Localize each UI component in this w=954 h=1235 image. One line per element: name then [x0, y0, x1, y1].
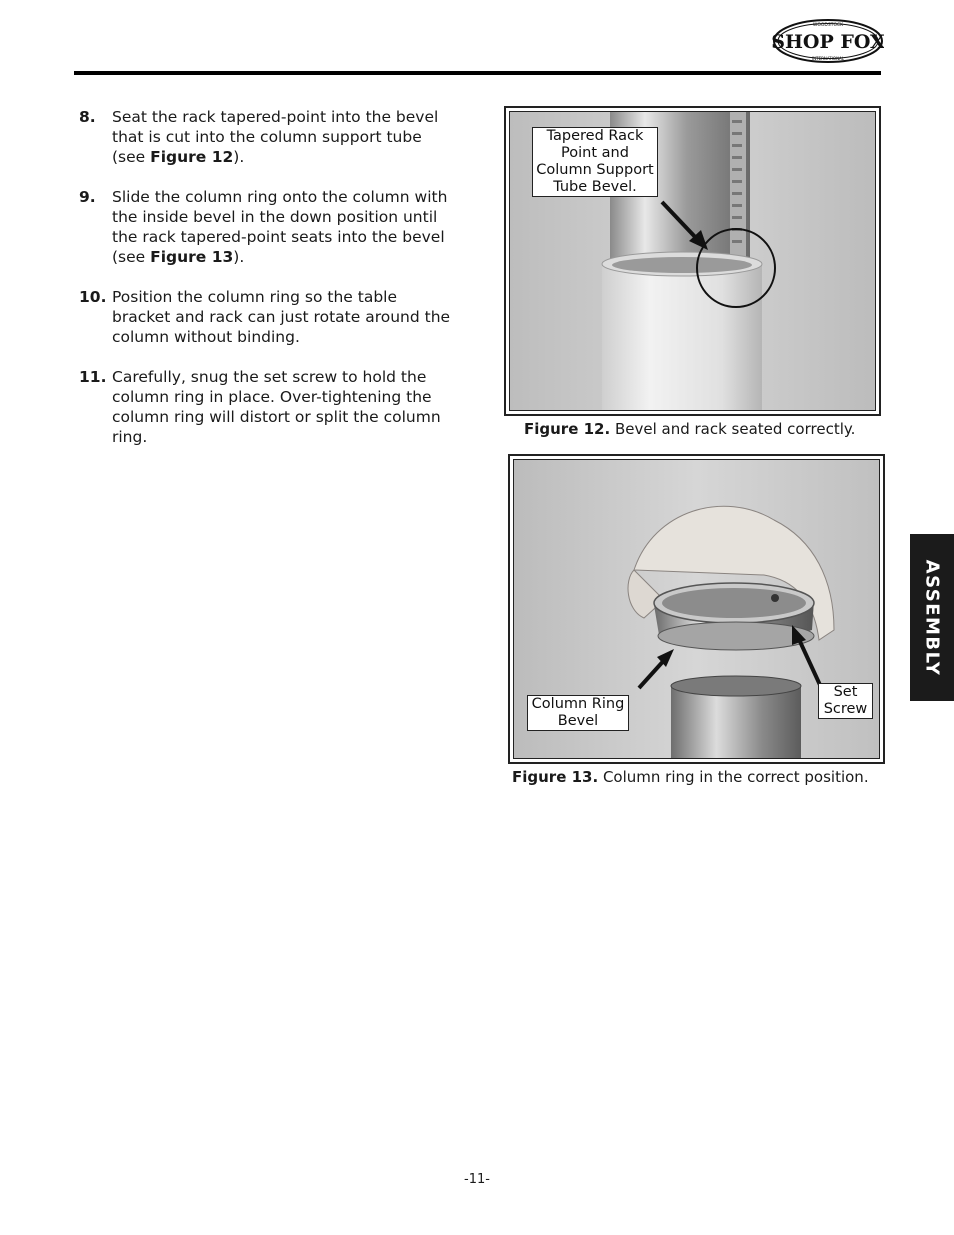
- step-number: 9.: [79, 188, 96, 206]
- section-tab-label: ASSEMBLY: [921, 559, 943, 676]
- page-number: -11-: [464, 1172, 490, 1187]
- figure-12-callout: Tapered Rack Point and Column Support Tube Bevel.: [532, 127, 658, 197]
- figure-reference: Figure 12: [150, 148, 234, 166]
- figure-12-caption: [524, 420, 855, 438]
- step-text: Seat the rack tapered-point into the bevel that is cut into the column support tube (see: [112, 108, 439, 166]
- step-number: 8.: [79, 108, 96, 126]
- figure-reference: Figure 13: [150, 248, 234, 266]
- step-number: 10.: [79, 288, 107, 306]
- figure-13-callout-column-ring-bevel: Column Ring Bevel: [527, 695, 629, 731]
- figure-13-caption: [512, 768, 869, 786]
- figure-13-callout-set-screw: Set Screw: [818, 683, 873, 719]
- figure-13: [508, 454, 885, 764]
- section-tab-assembly: [910, 534, 954, 701]
- step-text: Position the column ring so the table bracket and rack can just rotate around the column without binding.: [112, 288, 451, 346]
- step-8: 8. Seat the rack tapered-point into the bevel that is cut into the column support tube (see Figure 12).: [79, 108, 439, 166]
- caption-text: Bevel and rack seated correctly.: [610, 420, 856, 438]
- step-number: 11.: [79, 368, 107, 386]
- step-9: 9. Slide the column ring onto the column with the inside bevel in the down position until the rack tapered-point seats into the bevel (see Figure 13).: [79, 188, 448, 266]
- logo-text: SHOP FOX: [772, 31, 884, 53]
- shop-fox-logo: [772, 18, 884, 64]
- step-11: [79, 367, 457, 447]
- step-text: Slide the column ring onto the column with the inside bevel in the down position until the rack tapered-point seats into the bevel (see: [112, 188, 448, 266]
- logo-bottom-text: INTERNATIONAL: [811, 56, 845, 61]
- figure-12: [504, 106, 881, 416]
- logo-top-text: WOODSTOCK: [812, 23, 844, 28]
- step-10: [79, 287, 457, 347]
- instruction-steps: [79, 107, 457, 467]
- step-text: Carefully, snug the set screw to hold the column ring in place. Over-tightening the column ring will distort or split the column ring.: [112, 368, 441, 446]
- caption-label: Figure 12.: [524, 420, 611, 438]
- header-rule: [74, 71, 881, 75]
- caption-text: Column ring in the correct position.: [598, 768, 869, 786]
- caption-label: Figure 13.: [512, 768, 599, 786]
